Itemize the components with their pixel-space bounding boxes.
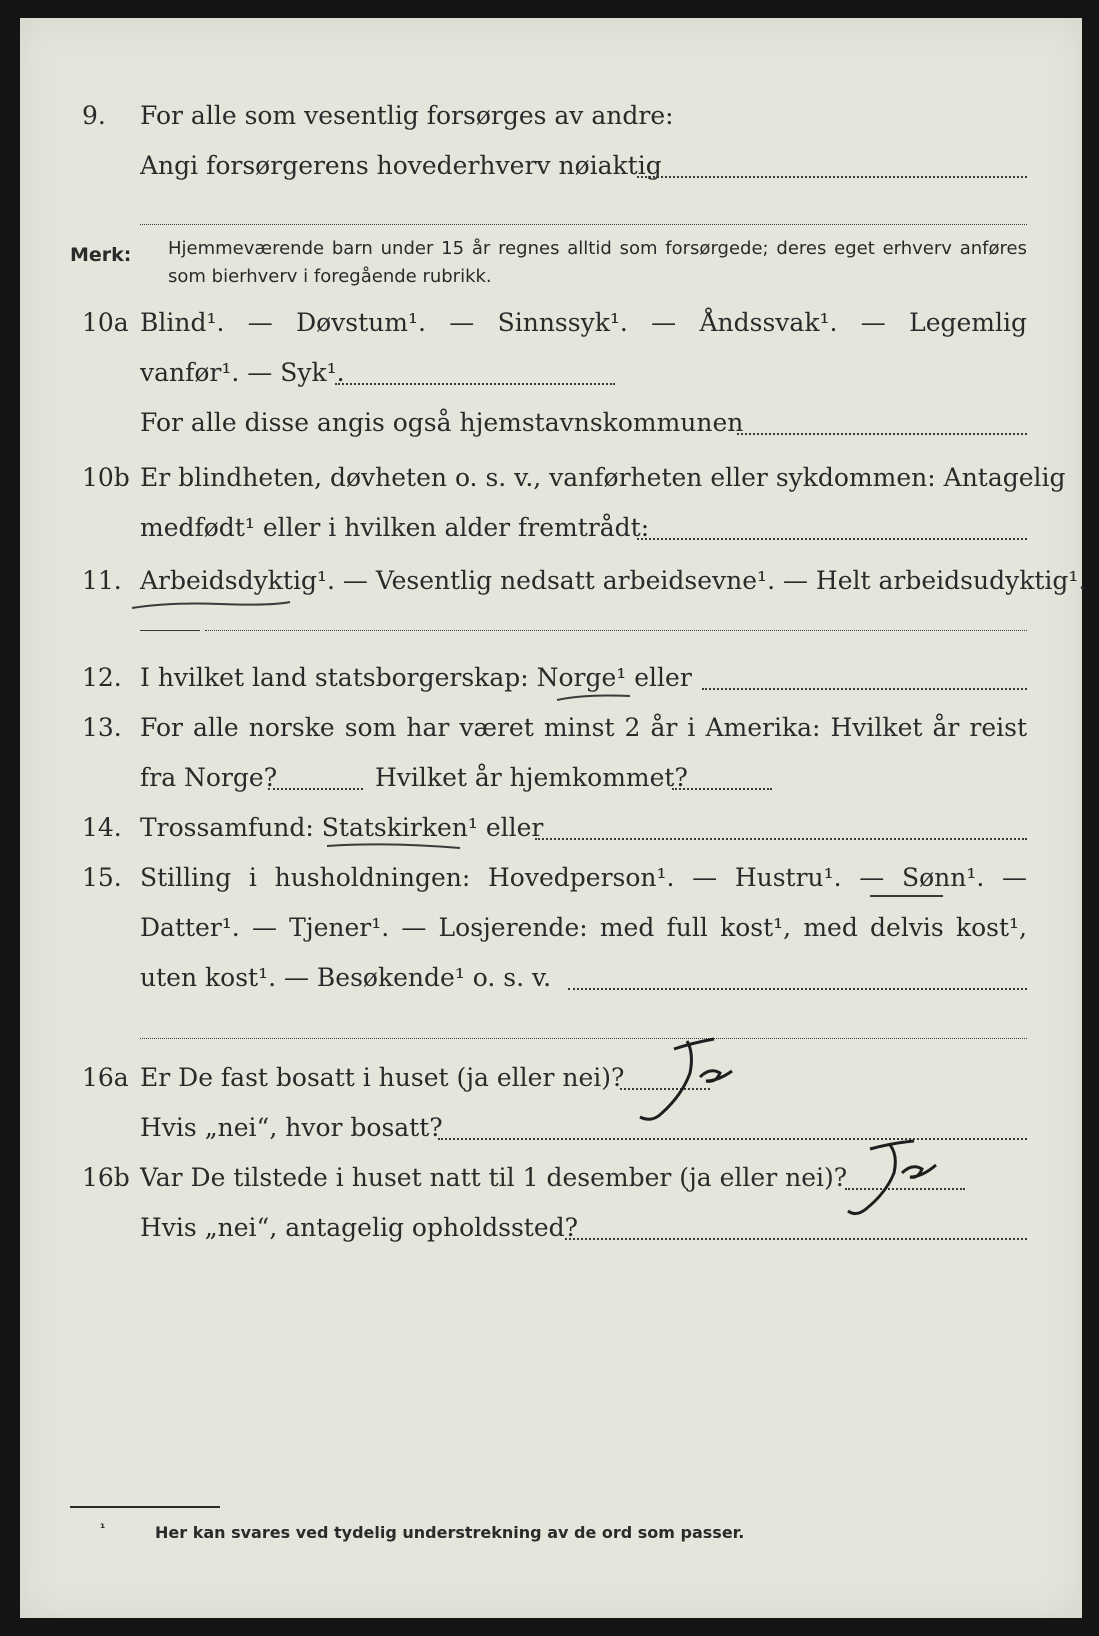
footnote-marker: ¹	[100, 1521, 106, 1535]
q11-line1: Arbeidsdyktig¹. — Vesentlig nedsatt arbeidsevne¹. — Helt arbeidsudyktig¹.	[140, 566, 1087, 595]
q10b-number: 10b	[82, 463, 130, 492]
q16a-number: 16a	[82, 1063, 129, 1092]
q10a-line2: vanfør¹. — Syk¹.	[140, 358, 345, 387]
q13-line1: For alle norske som har været minst 2 år i Amerika: Hvilket år reist	[140, 713, 1027, 742]
q10b-age-field[interactable]	[637, 538, 1027, 540]
q15-line3: uten kost¹. — Besøkende¹ o. s. v.	[140, 963, 552, 992]
q15-row2	[20, 908, 1082, 948]
q13-row2	[20, 758, 1082, 798]
footnote-text: Her kan svares ved tydelig understrekning av de ord som passer.	[155, 1523, 745, 1542]
q12-line1: I hvilket land statsborgerskap: Norge¹ eller	[140, 663, 692, 692]
q13-hjemkommet-field[interactable]	[672, 788, 772, 790]
q10a-line1: Blind¹. — Døvstum¹. — Sinnssyk¹. — Åndssvak¹. — Legemlig	[140, 308, 1027, 337]
q16b-opholdssted-field[interactable]	[565, 1238, 1027, 1240]
q13-row	[20, 708, 1082, 748]
q16a-line1: Er De fast bosatt i huset (ja eller nei)?	[140, 1063, 625, 1092]
q10b-row2	[20, 508, 1082, 548]
q10a-row3	[20, 403, 1082, 443]
q15-row3	[20, 958, 1082, 998]
q14-underline-mark	[325, 840, 465, 856]
q9-row	[20, 96, 1082, 136]
q14-number: 14.	[82, 813, 122, 842]
q10a-number: 10a	[82, 308, 129, 337]
q16b-handwritten-answer	[840, 1133, 950, 1218]
q12-row	[20, 658, 1082, 698]
q15-stilling-field[interactable]	[568, 988, 1027, 990]
q9-extra-field[interactable]	[140, 224, 1027, 225]
q12-underline-mark	[555, 690, 635, 706]
q16a-line2: Hvis „nei“, hvor bosatt?	[140, 1113, 443, 1142]
q9-number: 9.	[82, 101, 106, 130]
q10b-row	[20, 458, 1082, 498]
q15-line2: Datter¹. — Tjener¹. — Losjerende: med full kost¹, med delvis kost¹,	[140, 913, 1027, 942]
q13-line2a: fra Norge?	[140, 763, 278, 792]
footnote-rule	[70, 1506, 220, 1508]
census-form-page	[20, 18, 1087, 1618]
q10a-row2	[20, 353, 1082, 393]
q9-row2	[20, 146, 1082, 186]
q13-number: 13.	[82, 713, 122, 742]
q16b-line1: Var De tilstede i huset natt til 1 desember (ja eller nei)?	[140, 1163, 848, 1192]
q11-number: 11.	[82, 566, 122, 595]
q11-row	[20, 561, 1087, 601]
q16b-line2: Hvis „nei“, antagelig opholdssted?	[140, 1213, 579, 1242]
q15-underline-mark	[868, 890, 948, 902]
merk-text: Hjemmeværende barn under 15 år regnes alltid som forsørgede; deres eget erhverv anføres som bierhverv i foregående rubrikk.	[168, 238, 1027, 287]
merk-label: Merk:	[70, 244, 132, 266]
q16a-row	[20, 1058, 1082, 1098]
q10b-line2: medfødt¹ eller i hvilken alder fremtrådt:	[140, 513, 650, 542]
q11-extra-field[interactable]	[205, 630, 1027, 631]
q14-trossamfund-field[interactable]	[535, 838, 1027, 840]
q12-number: 12.	[82, 663, 122, 692]
q11-underline-mark	[130, 596, 300, 616]
q13-line2b: Hvilket år hjemkommet?	[375, 763, 688, 792]
q11-rule-short	[140, 630, 200, 631]
q16b-row2	[20, 1208, 1082, 1248]
q9-line2: Angi forsørgerens hovederhverv nøiaktig	[140, 151, 662, 180]
q9-answer-field[interactable]	[637, 176, 1027, 178]
q13-reist-field[interactable]	[268, 788, 363, 790]
q14-row	[20, 808, 1082, 848]
q14-line1: Trossamfund: Statskirken¹ eller	[140, 813, 544, 842]
q10a-line3: For alle disse angis også hjemstavnskommunen	[140, 408, 744, 437]
q10a-row	[20, 303, 1082, 343]
q10b-line1: Er blindheten, døvheten o. s. v., vanførheten eller sykdommen: Antagelig	[140, 463, 1066, 492]
q10a-syk-field[interactable]	[335, 383, 615, 385]
q15-line1: Stilling i husholdningen: Hovedperson¹. — Hustru¹. — Sønn¹. —	[140, 863, 1027, 892]
q9-line1: For alle som vesentlig forsørges av andre:	[140, 101, 674, 130]
q15-number: 15.	[82, 863, 122, 892]
q16b-number: 16b	[82, 1163, 130, 1192]
merk-note	[20, 235, 1082, 305]
q15-extra-field[interactable]	[140, 1038, 1027, 1039]
q10a-kommune-field[interactable]	[737, 433, 1027, 435]
q12-country-field[interactable]	[702, 688, 1027, 690]
